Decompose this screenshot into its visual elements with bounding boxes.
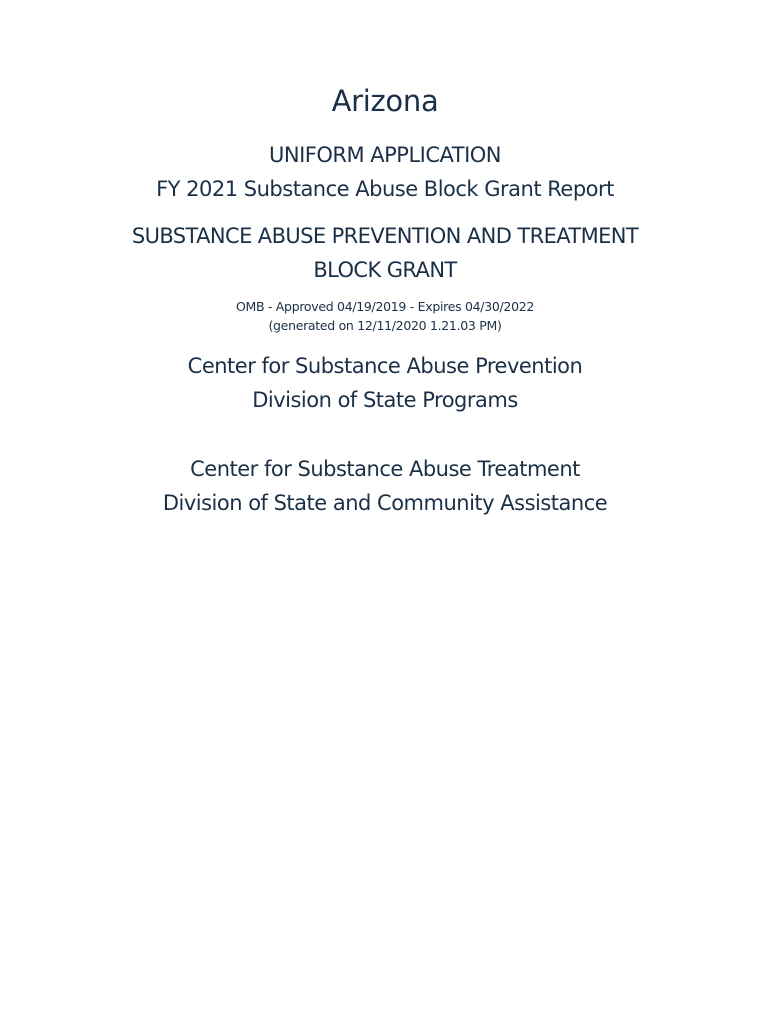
- program-title-line-2: BLOCK GRANT: [313, 258, 457, 282]
- treatment-center: Center for Substance Abuse Treatment: [190, 457, 580, 481]
- omb-notice: OMB - Approved 04/19/2019 - Expires 04/30/2022: [235, 299, 535, 314]
- prevention-division: Division of State Programs: [252, 388, 518, 412]
- report-title: FY 2021 Substance Abuse Block Grant Report: [156, 177, 614, 201]
- program-title-line-1: SUBSTANCE ABUSE PREVENTION AND TREATMENT: [131, 224, 639, 248]
- state-title: Arizona: [331, 84, 439, 118]
- prevention-center: Center for Substance Abuse Prevention: [187, 354, 583, 378]
- generated-notice: (generated on 12/11/2020 1.21.03 PM): [268, 318, 502, 333]
- application-type: UNIFORM APPLICATION: [268, 143, 501, 167]
- treatment-division: Division of State and Community Assistance: [162, 491, 608, 515]
